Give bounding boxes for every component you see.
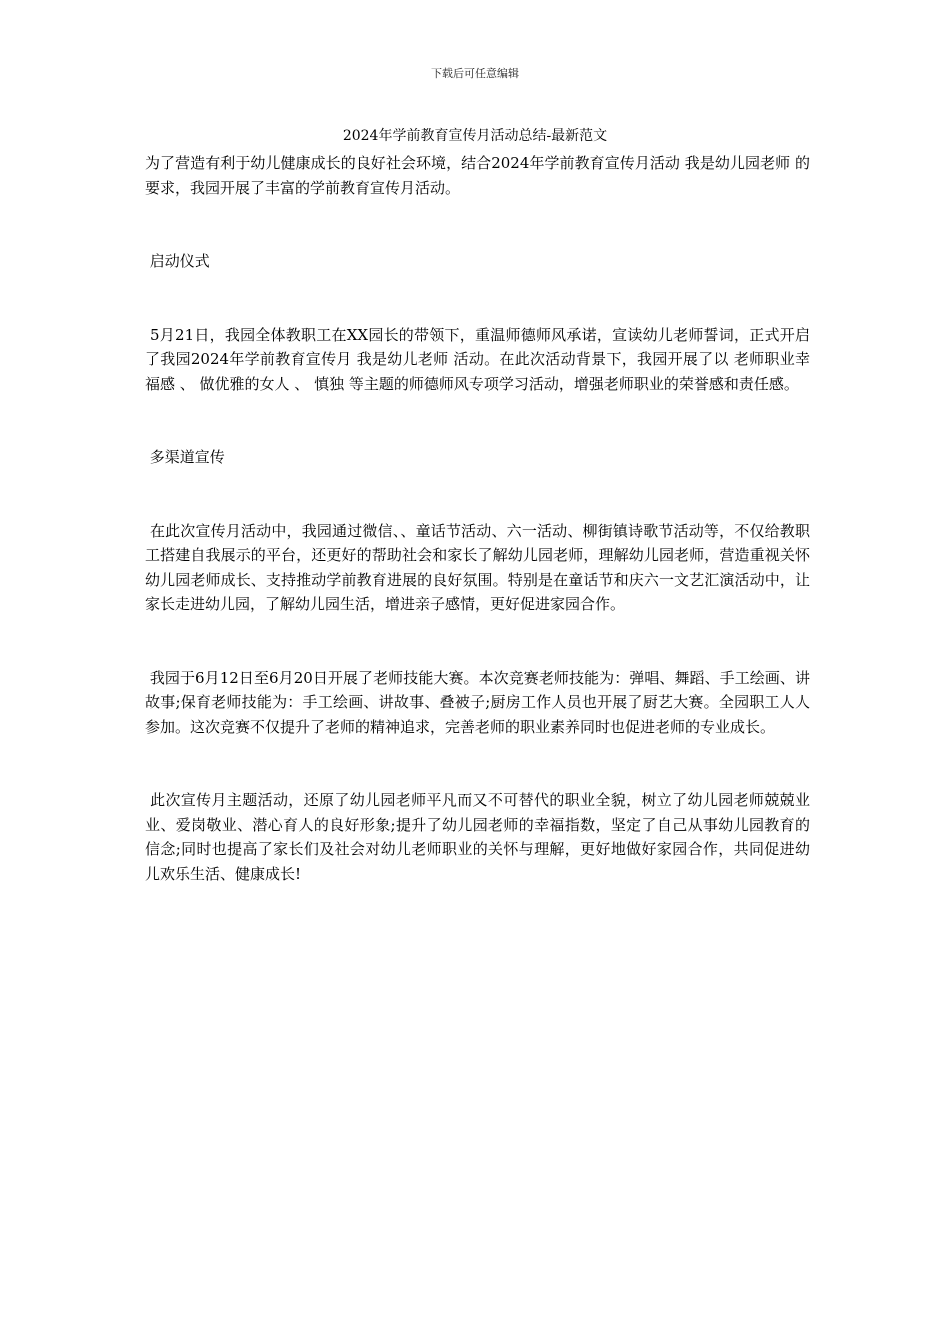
intro-paragraph: 为了营造有利于幼儿健康成长的良好社会环境，结合2024年学前教育宣传月活动 我是幼儿园老师 的要求，我园开展了丰富的学前教育宣传月活动。 [145,154,810,197]
page-header-note: 下载后可任意编辑 [431,67,519,80]
conclusion-paragraph: 此次宣传月主题活动，还原了幼儿园老师平凡而又不可替代的职业全貌，树立了幼儿园老师兢兢业业、爱岗敬业、潜心育人的良好形象;提升了幼儿园老师的幸福指数，坚定了自己从事幼儿园教育的信念;同时也提高了家长们及社会对幼儿老师职业的关怀与理解，更好地做好家园合作，共同促进幼儿欢乐生活、健康成长! [145,791,810,883]
section-heading-launch-ceremony: 启动仪式 [145,252,210,270]
launch-ceremony-paragraph: 5月21日，我园全体教职工在XX园长的带领下，重温师德师风承诺，宣读幼儿老师誓词，正式开启了我园2024年学前教育宣传月 我是幼儿老师 活动。在此次活动背景下，我园开展了以 老师职业幸福感 、 做优雅的女人 、 慎独 等主题的师德师风专项学习活动，增强老师职业的荣誉感和责任感。 [145,325,810,393]
section-heading-multi-channel-promotion: 多渠道宣传 [145,448,225,466]
document-title: 2024年学前教育宣传月活动总结-最新范文 [342,128,608,144]
promotion-paragraph: 在此次宣传月活动中，我园通过微信、、童话节活动、六一活动、柳街镇诗歌节活动等，不仅给教职工搭建自我展示的平台，还更好的帮助社会和家长了解幼儿园老师，理解幼儿园老师，营造重视关怀幼儿园老师成长、支持推动学前教育进展的良好氛围。特别是在童话节和庆六一文艺汇演活动中，让家长走进幼儿园，了解幼儿园生活，增进亲子感情，更好促进家园合作。 [145,521,810,613]
document-body [145,151,810,886]
skills-contest-paragraph: 我园于6月12日至6月20日开展了老师技能大赛。本次竞赛老师技能为：弹唱、舞蹈、手工绘画、讲故事;保育老师技能为：手工绘画、讲故事、叠被子;厨房工作人员也开展了厨艺大赛。全园职工人人参加。这次竞赛不仅提升了老师的精神追求，完善老师的职业素养同时也促进老师的专业成长。 [145,668,810,736]
